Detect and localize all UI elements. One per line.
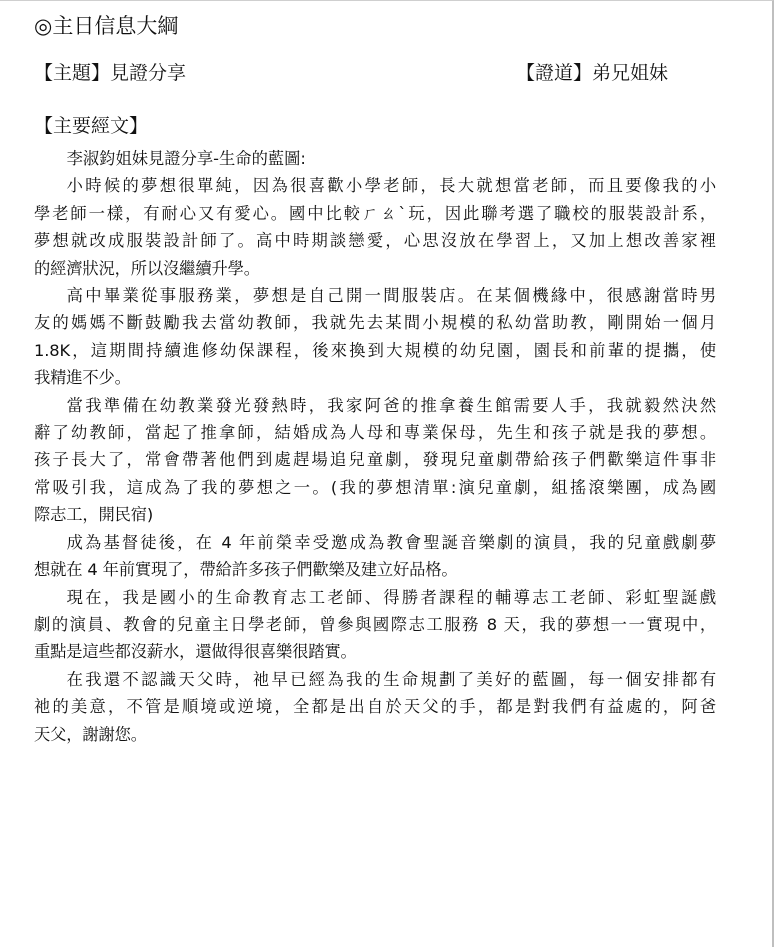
paragraph-line: 天父，謝謝您。 — [34, 724, 147, 744]
paragraph-line: 想就在 4 年前實現了，帶給許多孩子們歡樂及建立好品格。 — [34, 560, 458, 580]
paragraph-line: 祂的美意，不管是順境或逆境，全都是出自於天父的手，都是對我們有益處的，阿爸 — [34, 697, 716, 717]
paragraph-line: 孩子長大了，常會帶著他們到處趕場追兒童劇，發現兒童劇帶給孩子們歡樂這件事非 — [34, 450, 716, 470]
paragraph-line: 學老師一樣，有耐心又有愛心。國中比較ㄏㄠˋ玩，因此聯考選了職校的服裝設計系， — [34, 203, 716, 223]
paragraph-line: 小時候的夢想很單純，因為很喜歡小學老師，長大就想當老師，而且要像我的小 — [66, 176, 716, 196]
paragraph-line: 當我準備在幼教業發光發熱時，我家阿爸的推拿養生館需要人手，我就毅然決然 — [66, 395, 716, 415]
paragraph-line: 在我還不認識天父時，祂早已經為我的生命規劃了美好的藍圖，每一個安排都有 — [66, 669, 716, 689]
sermon-theme: 【主題】見證分享 — [34, 62, 187, 84]
testimony-paragraph — [34, 392, 716, 529]
paragraph-line: 劇的演員、教會的兒童主日學老師，曾參與國際志工服務 8 天，我的夢想一一實現中， — [34, 614, 716, 634]
paragraph-line: 1.8K，這期間持續進修幼保課程，後來換到大規模的幼兒園，園長和前輩的提攜，使 — [34, 340, 716, 360]
theme-row — [34, 58, 734, 88]
paragraph-line: 現在，我是國小的生命教育志工老師、得勝者課程的輔導志工老師、彩虹聖誕戲 — [66, 587, 716, 607]
paragraph-line: 高中畢業從事服務業，夢想是自己開一間服裝店。在某個機緣中，很感謝當時男 — [66, 286, 716, 306]
sermon-outline-heading: ◎主日信息大綱 — [34, 14, 179, 38]
testimony-paragraph — [34, 666, 716, 748]
sermon-preacher: 【證道】弟兄姐妹 — [516, 62, 669, 84]
paragraph-line: 的經濟狀況，所以沒繼續升學。 — [34, 258, 260, 278]
testimony-paragraph — [34, 529, 716, 584]
paragraph-line: 夢想就改成服裝設計師了。高中時期談戀愛，心思沒放在學習上，又加上想改善家裡 — [34, 231, 716, 251]
testimony-paragraph — [34, 584, 716, 666]
paragraph-line: 際志工，開民宿) — [34, 505, 154, 525]
scripture-label: 【主要經文】 — [34, 115, 149, 137]
paragraph-line: 友的媽媽不斷鼓勵我去當幼教師，我就先去某間小規模的私幼當助教，剛開始一個月 — [34, 313, 716, 333]
paragraph-line: 辭了幼教師，當起了推拿師，結婚成為人母和專業保母，先生和孩子就是我的夢想。 — [34, 423, 716, 443]
paragraph-line: 重點是這些都沒薪水，還做得很喜樂很踏實。 — [34, 642, 357, 662]
paragraph-line: 我精進不少。 — [34, 368, 131, 388]
testimony-paragraph — [34, 282, 716, 392]
paragraph-line: 常吸引我，這成為了我的夢想之一。(我的夢想清單:演兒童劇，組搖滾樂團，成為國 — [34, 477, 716, 497]
testimony-paragraph — [34, 172, 716, 282]
testimony-body — [34, 145, 716, 748]
paragraph-line: 成為基督徒後，在 4 年前榮幸受邀成為教會聖誕音樂劇的演員，我的兒童戲劇夢 — [66, 532, 716, 552]
testimony-intro: 李淑鈞姐妹見證分享-生命的藍圖: — [66, 149, 306, 168]
